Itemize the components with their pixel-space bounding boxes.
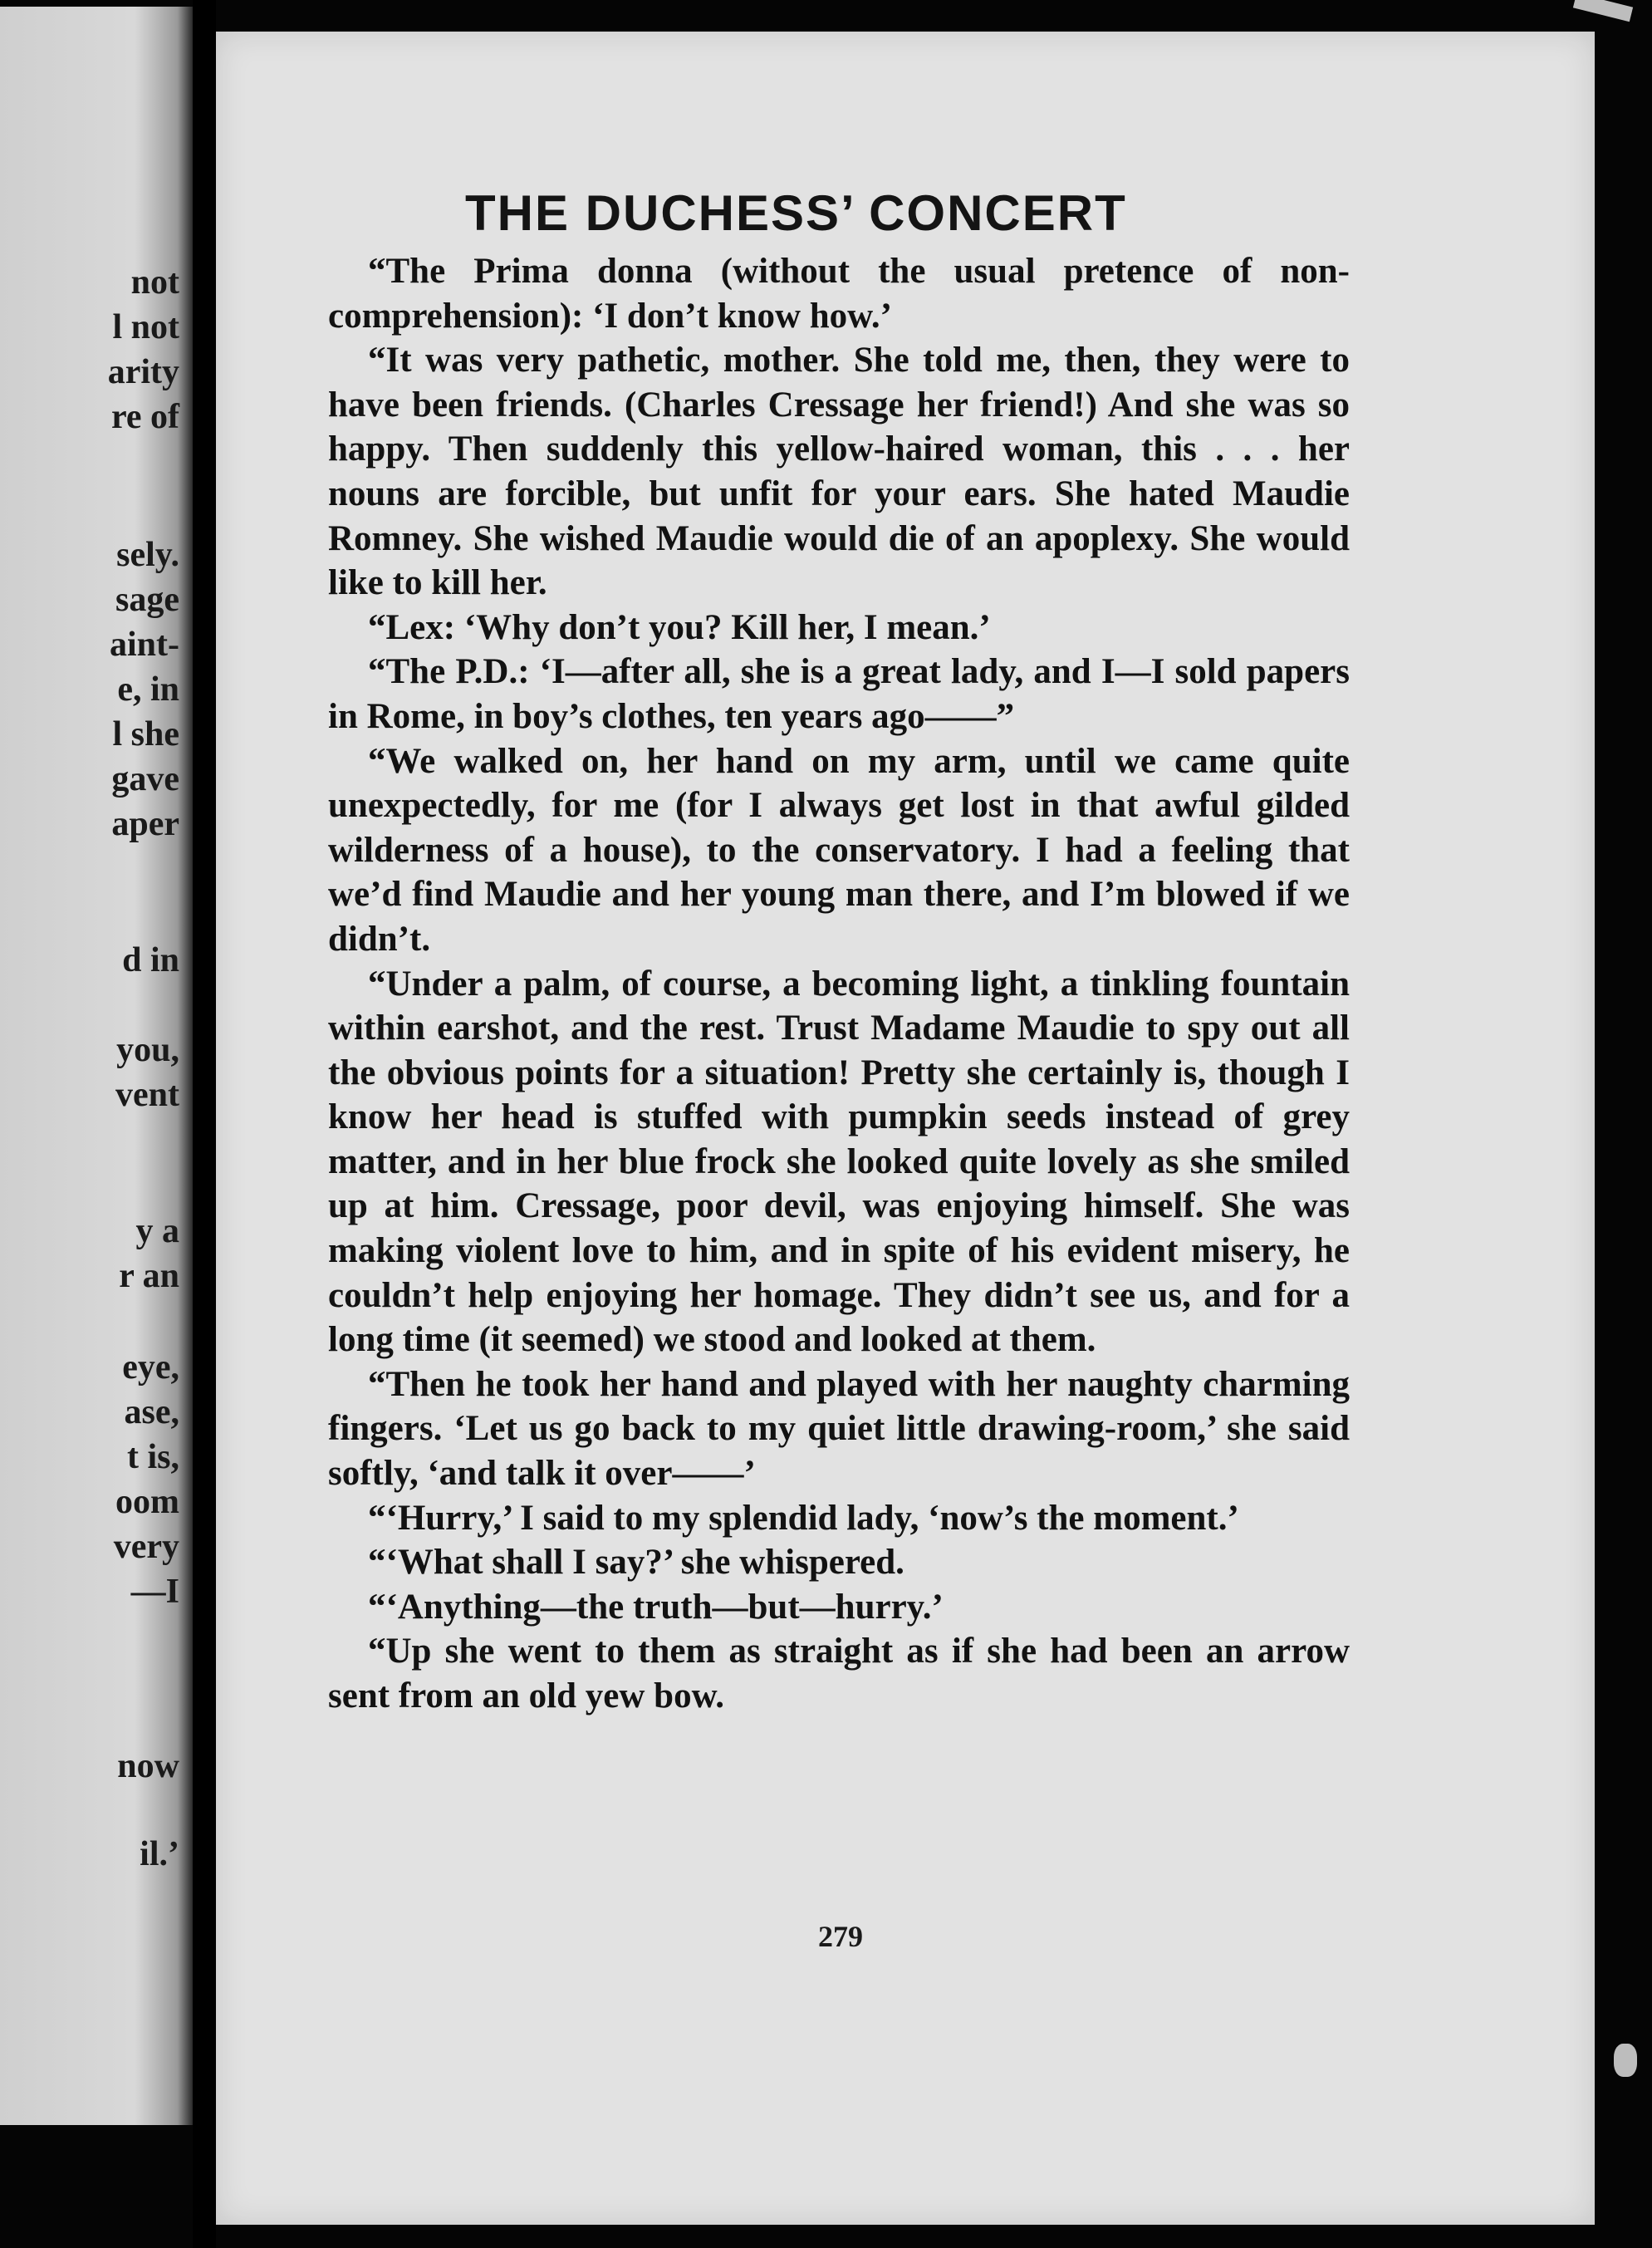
chapter-running-title: THE DUCHESS’ CONCERT (465, 185, 1127, 241)
scan-artifact (1614, 2044, 1637, 2077)
left-page-fragment: —I (130, 1573, 179, 1611)
left-page-fragment: gave (111, 760, 179, 798)
left-page-fragment: r an (119, 1257, 179, 1295)
paragraph: “‘Anything—the truth—but—hurry.’ (368, 1587, 944, 1627)
left-page-fragment: il.’ (140, 1835, 179, 1873)
left-page-fragment: e, in (117, 670, 179, 709)
left-page-fragment: ase, (124, 1393, 179, 1431)
left-page-fragment: l not (112, 308, 179, 346)
left-page-fragment: arity (107, 353, 179, 391)
paragraph: “The Prima donna (without the usual pretence of non-comprehension): ‘I don’t know how.’ (328, 252, 1350, 336)
left-page-fragment: aper (111, 805, 179, 843)
paragraph: “It was very pathetic, mother. She told me, then, they were to have been friends. (Charles Cressage her friend!) And she was so happy. Then suddenly this yellow-haired woman, this . . . her nouns are forcible, but unfit for your ears. She hated Maudie Romney. She wished Maudie would die of an apoplexy. She would like to kill her. (328, 341, 1350, 603)
paragraph: “‘What shall I say?’ she whispered. (368, 1543, 904, 1583)
left-page-fragment: now (117, 1747, 179, 1785)
paragraph: “Up she went to them as straight as if she had been an arrow sent from an old yew bow. (328, 1632, 1350, 1715)
book-gutter (193, 0, 216, 2248)
left-page-fragment: y a (135, 1212, 179, 1250)
left-page-fragment: vent (115, 1076, 179, 1114)
left-page-fragment: re of (110, 398, 179, 436)
left-page-fragment: not (130, 263, 179, 302)
left-page-fragment: very (113, 1528, 179, 1566)
paragraph: “Under a palm, of course, a becoming light, a tinkling fountain within earshot, and the rest. Trust Madame Maudie to spy out all the obvious points for a situation! Pretty she certainly is, though I know her head is stuffed with pumpkin seeds instead of grey matter, and in her blue frock she looked quite lovely as she smiled up at him. Cressage, poor devil, was enjoying himself. She was making violent love to him, and in spite of his evident misery, he couldn’t help enjoying her homage. They didn’t see us, and for a long time (it seemed) we stood and looked at them. (328, 964, 1350, 1360)
paragraph: “The P.D.: ‘I—after all, she is a great lady, and I—I sold papers in Rome, in boy’s clothes, ten years ago——” (328, 652, 1350, 736)
left-page-fragment: oom (115, 1483, 179, 1521)
scan-artifact (1573, 0, 1633, 22)
left-page-fragment: t is, (127, 1438, 179, 1476)
left-page-fragment: d in (122, 941, 179, 979)
left-page-fragment: aint- (110, 626, 179, 664)
paragraph: “Lex: ‘Why don’t you? Kill her, I mean.’ (368, 607, 991, 647)
paragraph: “Then he took her hand and played with her naughty charming fingers. ‘Let us go back to my quiet little drawing-room,’ she said softly, ‘and talk it over——’ (328, 1364, 1350, 1494)
left-page-fragment: eye, (122, 1348, 179, 1387)
page-number: 279 (818, 1920, 863, 1953)
body-text (328, 249, 1350, 1719)
left-page-fragment: sely. (116, 536, 179, 574)
left-page-edge (0, 7, 193, 2125)
paragraph: “We walked on, her hand on my arm, until we came quite unexpectedly, for me (for I always get lost in that awful gilded wilderness of a house), to the conservatory. I had a feeling that we’d find Maudie and her young man there, and I’m blowed if we didn’t. (328, 741, 1350, 959)
left-page-fragment: sage (115, 581, 179, 619)
left-page-fragment: you, (116, 1031, 179, 1069)
left-page-fragment: l she (112, 715, 179, 753)
paragraph: “‘Hurry,’ I said to my splendid lady, ‘now’s the moment.’ (368, 1498, 1239, 1538)
